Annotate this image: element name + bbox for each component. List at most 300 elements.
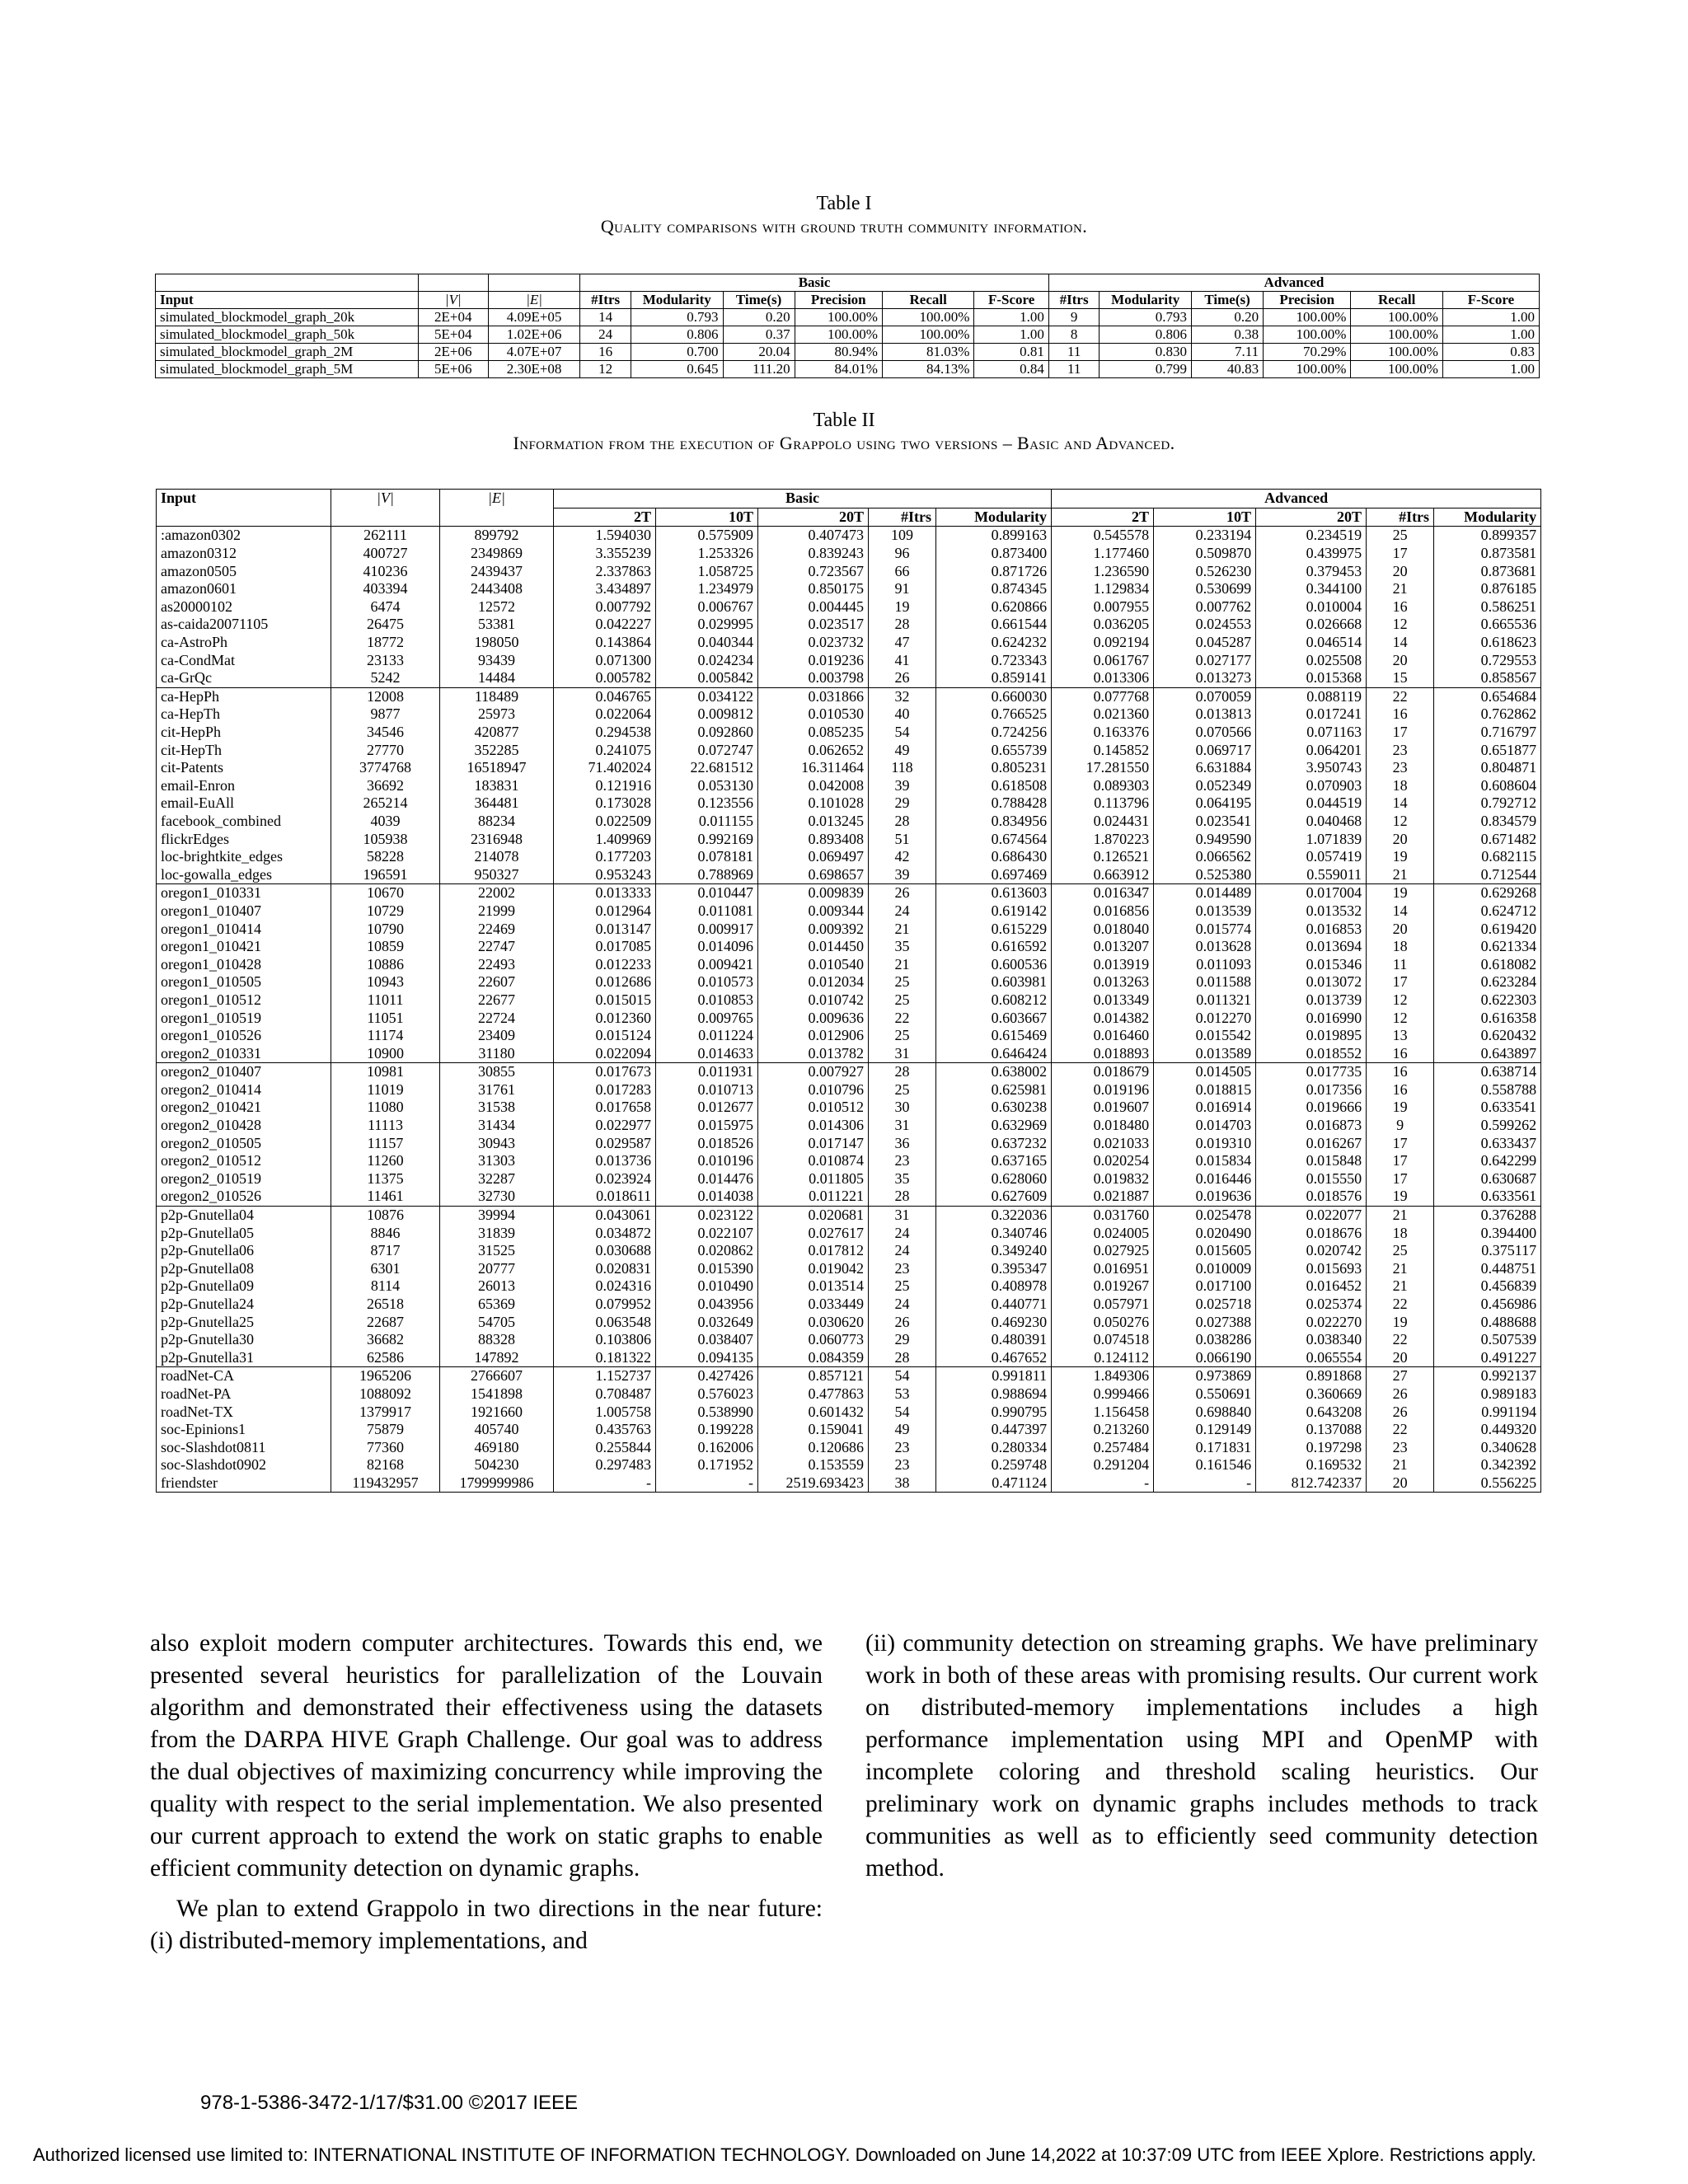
- table2-cell: 0.011155: [656, 813, 758, 831]
- table2-cell: 0.615229: [936, 920, 1052, 938]
- table2-subheader-cell: #Itrs: [869, 508, 936, 527]
- table1-cell: 111.20: [723, 361, 795, 378]
- table2-cell: oregon2_010414: [157, 1081, 331, 1099]
- table2-cell: 0.407473: [758, 527, 869, 545]
- table2-cell: 21: [1367, 580, 1434, 598]
- table-row: [157, 651, 1541, 669]
- table2-cell: 22: [869, 1009, 936, 1027]
- table2-cell: -: [1154, 1474, 1256, 1493]
- table2-cell: 24: [869, 1224, 936, 1242]
- table2-cell: 0.018815: [1154, 1081, 1256, 1099]
- table2-cell: 0.018576: [1256, 1188, 1367, 1206]
- table2-cell: 0.019832: [1052, 1170, 1154, 1188]
- table-row: [157, 1403, 1541, 1421]
- table2-cell: 1965206: [331, 1367, 440, 1385]
- table2-cell: 0.624712: [1434, 902, 1541, 921]
- table2-cell: 0.013539: [1154, 902, 1256, 921]
- table2-cell: 0.792712: [1434, 794, 1541, 813]
- table2-cell: 54: [869, 724, 936, 742]
- table2-cell: 0.029587: [554, 1134, 656, 1152]
- table2-subheader-cell: 10T: [1154, 508, 1256, 527]
- table2-cell: 2.337863: [554, 562, 656, 580]
- table2-cell: 0.871726: [936, 562, 1052, 580]
- table2-cell: 39: [869, 777, 936, 795]
- table2-cell: 21: [1367, 1456, 1434, 1474]
- table2-cell: 0.022270: [1256, 1313, 1367, 1331]
- table2-cell: 0.619142: [936, 902, 1052, 921]
- table2-cell: 0.016452: [1256, 1277, 1367, 1296]
- table2-cell: 53: [869, 1385, 936, 1404]
- table1-cell: 0.20: [723, 309, 795, 326]
- table2-subheader-cell: 2T: [554, 508, 656, 527]
- table2-cell: 0.027177: [1154, 651, 1256, 669]
- table1-cell: 0.830: [1100, 344, 1192, 361]
- table1-caption: [0, 192, 1688, 238]
- table2-cell: 0.723343: [936, 651, 1052, 669]
- table1-cell: 100.00%: [1351, 344, 1443, 361]
- table2-cell: 0.663912: [1052, 865, 1154, 883]
- table2-cell: 16518947: [440, 759, 554, 777]
- table-row: [157, 1081, 1541, 1099]
- table2-cell: 0.074518: [1052, 1331, 1154, 1349]
- table2-cell: 6301: [331, 1260, 440, 1278]
- table2-cell: 41: [869, 651, 936, 669]
- table-row: [157, 1152, 1541, 1170]
- table2-cell: 17: [1367, 1152, 1434, 1170]
- table2-cell: 0.027925: [1052, 1242, 1154, 1260]
- table2-cell: 0.873681: [1434, 562, 1541, 580]
- table2-cell: 0.019607: [1052, 1099, 1154, 1117]
- table1-header-cell: Input: [156, 292, 419, 309]
- table2-cell: 0.043061: [554, 1206, 656, 1224]
- table2-cell: 0.618508: [936, 777, 1052, 795]
- table2-cell: 14: [1367, 634, 1434, 652]
- table2-cell: 75879: [331, 1421, 440, 1439]
- table2-cell: 0.016460: [1052, 1027, 1154, 1045]
- table2-cell: 0.018480: [1052, 1117, 1154, 1135]
- table2-cell: 0.526230: [1154, 562, 1256, 580]
- table2-cell: 8717: [331, 1242, 440, 1260]
- table2-cell: 105938: [331, 830, 440, 848]
- table1-cell: 11: [1048, 344, 1100, 361]
- table2-cell: 0.661544: [936, 616, 1052, 634]
- table2-cell: 0.005842: [656, 669, 758, 687]
- table2-cell: 0.012677: [656, 1099, 758, 1117]
- table2-cell: 20: [1367, 651, 1434, 669]
- table2-cell: 183831: [440, 777, 554, 795]
- table2-cell: 0.891868: [1256, 1367, 1367, 1385]
- table2-cell: 18: [1367, 1224, 1434, 1242]
- table2-cell: 0.010512: [758, 1099, 869, 1117]
- table2-cell: 0.655739: [936, 741, 1052, 759]
- table2-cell: 0.471124: [936, 1474, 1052, 1493]
- table-row: [157, 830, 1541, 848]
- table2-cell: 71.402024: [554, 759, 656, 777]
- table2-cell: 8114: [331, 1277, 440, 1296]
- table2-cell: 0.009344: [758, 902, 869, 921]
- table2-cell: 0.025478: [1154, 1206, 1256, 1224]
- table2-cell: 1.253326: [656, 545, 758, 563]
- table2-cell: 28: [869, 1188, 936, 1206]
- table2-cell: 0.042227: [554, 616, 656, 634]
- table2-cell: 0.601432: [758, 1403, 869, 1421]
- table2-cell: 0.603667: [936, 1009, 1052, 1027]
- table2-cell: 31: [869, 1117, 936, 1135]
- table-row: [157, 813, 1541, 831]
- table1-cell: 20.04: [723, 344, 795, 361]
- table1-group-basic: Basic: [580, 274, 1048, 292]
- table2-cell: 0.804871: [1434, 759, 1541, 777]
- table2-cell: -: [1052, 1474, 1154, 1493]
- table2-cell: oregon2_010526: [157, 1188, 331, 1206]
- table2-cell: 0.069497: [758, 848, 869, 866]
- table2-cell: 0.046514: [1256, 634, 1367, 652]
- table2-cell: 22.681512: [656, 759, 758, 777]
- table2-cell: 147892: [440, 1349, 554, 1367]
- table2-cell: 0.038340: [1256, 1331, 1367, 1349]
- table2-cell: 0.340628: [1434, 1438, 1541, 1456]
- table2-cell: 0.016873: [1256, 1117, 1367, 1135]
- table2-cell: 0.062652: [758, 741, 869, 759]
- table1-cell: 5E+06: [418, 361, 488, 378]
- table2-cell: 0.015605: [1154, 1242, 1256, 1260]
- license-notice: Authorized licensed use limited to: INTERNATIONAL INSTITUTE OF INFORMATION TECHNOLOGY. Downloaded on June 14,2022 at 10:37:09 UTC from IEEE Xplore. Restrictions apply.: [33, 2144, 1536, 2165]
- table2-cell: 0.449320: [1434, 1421, 1541, 1439]
- table2-cell: 0.064195: [1154, 794, 1256, 813]
- table2-cell: 0.044519: [1256, 794, 1367, 813]
- table2-cell: 21999: [440, 902, 554, 921]
- table2-cell: 0.600536: [936, 955, 1052, 973]
- table2-cell: 23: [869, 1260, 936, 1278]
- table2-cell: 0.092194: [1052, 634, 1154, 652]
- table2-cell: 0.085235: [758, 724, 869, 742]
- table2-cell: 0.025508: [1256, 651, 1367, 669]
- table1-cell: 84.01%: [795, 361, 882, 378]
- table2-cell: 0.029995: [656, 616, 758, 634]
- table2-cell: 0.011931: [656, 1063, 758, 1081]
- table-row: [157, 580, 1541, 598]
- table2-cell: 34546: [331, 724, 440, 742]
- table2-cell: loc-gowalla_edges: [157, 865, 331, 883]
- table2-cell: 18: [1367, 938, 1434, 956]
- table1-cell: 0.700: [631, 344, 723, 361]
- table2-cell: 0.163376: [1052, 724, 1154, 742]
- table2-cell: 119432957: [331, 1474, 440, 1493]
- table1-cell: 100.00%: [1264, 309, 1351, 326]
- table2-cell: 0.069717: [1154, 741, 1256, 759]
- table2-cell: 0.013736: [554, 1152, 656, 1170]
- table-row: [157, 1224, 1541, 1242]
- table2-cell: 10900: [331, 1044, 440, 1062]
- table2-cell: 0.643897: [1434, 1044, 1541, 1062]
- table2-cell: 0.013782: [758, 1044, 869, 1062]
- table1-header-cell: Time(s): [723, 292, 795, 309]
- table2-cell: 0.788969: [656, 865, 758, 883]
- table2-cell: 16: [1367, 1081, 1434, 1099]
- table-row: [157, 562, 1541, 580]
- table2-cell: 0.618082: [1434, 955, 1541, 973]
- table2-cell: 20: [1367, 1349, 1434, 1367]
- table2-cell: 31: [869, 1044, 936, 1062]
- table2-cell: 0.633561: [1434, 1188, 1541, 1206]
- table2-cell: 0.014505: [1154, 1063, 1256, 1081]
- table2-cell: oregon1_010428: [157, 955, 331, 973]
- table2-cell: 31761: [440, 1081, 554, 1099]
- table2-cell: 10876: [331, 1206, 440, 1224]
- table2-cell: 0.698657: [758, 865, 869, 883]
- table2-cell: 0.686430: [936, 848, 1052, 866]
- table-row: [157, 1009, 1541, 1027]
- table2-cell: 22677: [440, 991, 554, 1010]
- table2-cell: 0.019236: [758, 651, 869, 669]
- table2-cell: 11113: [331, 1117, 440, 1135]
- table2-cell: oregon1_010505: [157, 973, 331, 991]
- table2-cell: 0.633437: [1434, 1134, 1541, 1152]
- table1-cell: 0.81: [974, 344, 1048, 361]
- table2-cell: 0.197298: [1256, 1438, 1367, 1456]
- table2-cell: 0.022064: [554, 705, 656, 724]
- table2-cell: 22: [1367, 1296, 1434, 1314]
- table2-cell: 0.009392: [758, 920, 869, 938]
- table-row: [157, 527, 1541, 545]
- table2-cell: 0.199228: [656, 1421, 758, 1439]
- table1-cell: 100.00%: [1351, 309, 1443, 326]
- table2-cell: 400727: [331, 545, 440, 563]
- table2-cell: 0.014096: [656, 938, 758, 956]
- table2-subheader-cell: 20T: [758, 508, 869, 527]
- table-row: [157, 865, 1541, 883]
- table2-cell: 0.010447: [656, 884, 758, 902]
- table2-cell: 40: [869, 705, 936, 724]
- table2-cell: 0.006767: [656, 598, 758, 616]
- table2-cell: 0.020831: [554, 1260, 656, 1278]
- table2-cell: 0.019042: [758, 1260, 869, 1278]
- table2-cell: oregon1_010407: [157, 902, 331, 921]
- table2-cell: 10981: [331, 1063, 440, 1081]
- table2-cell: 1799999986: [440, 1474, 554, 1493]
- table2-cell: 0.013207: [1052, 938, 1154, 956]
- table2-cell: oregon1_010331: [157, 884, 331, 902]
- table-row: [157, 955, 1541, 973]
- table2-cell: 0.057971: [1052, 1296, 1154, 1314]
- table2-cell: 0.014703: [1154, 1117, 1256, 1135]
- table2-cell: 3774768: [331, 759, 440, 777]
- table2-cell: 118: [869, 759, 936, 777]
- table2-cell: 0.899163: [936, 527, 1052, 545]
- table2-cell: 11080: [331, 1099, 440, 1117]
- table-row: [157, 1385, 1541, 1404]
- table2-cell: p2p-Gnutella25: [157, 1313, 331, 1331]
- table2-cell: 51: [869, 830, 936, 848]
- table2-cell: 25: [869, 973, 936, 991]
- table2-cell: 0.024005: [1052, 1224, 1154, 1242]
- table-row: [157, 1188, 1541, 1206]
- left-paragraph-2: We plan to extend Grappolo in two directions in the near future: (i) distributed-memory implementations, and: [150, 1896, 823, 1954]
- table2-cell: 23: [869, 1438, 936, 1456]
- table2-cell: 0.034872: [554, 1224, 656, 1242]
- right-paragraph-1: (ii) community detection on streaming graphs. We have preliminary work in both of these areas with promising results. Our current work on distributed-memory implementations includes a high performance implementation using MPI and OpenMP with incomplete coloring and threshold scaling heuristics. Our preliminary work on dynamic graphs includes methods to track communities as well as to efficiently seed community detection method.: [865, 1630, 1538, 1882]
- table2-cell: 0.078181: [656, 848, 758, 866]
- table1-cell: 0.793: [1100, 309, 1192, 326]
- table2-cell: 0.716797: [1434, 724, 1541, 742]
- table2-cell: 28: [869, 813, 936, 831]
- table-row: [157, 741, 1541, 759]
- table2-cell: 0.011321: [1154, 991, 1256, 1010]
- table2-cell: 0.625981: [936, 1081, 1052, 1099]
- table2-cell: 65369: [440, 1296, 554, 1314]
- table2-cell: 0.027617: [758, 1224, 869, 1242]
- table2-cell: 49: [869, 741, 936, 759]
- table1-cell: 4.09E+05: [488, 309, 580, 326]
- table2-cell: 0.618623: [1434, 634, 1541, 652]
- table2-cell: 0.017658: [554, 1099, 656, 1117]
- table2-cell: 26475: [331, 616, 440, 634]
- table-row: [156, 309, 1540, 326]
- table2-cell: 12008: [331, 687, 440, 705]
- table2-cell: 0.015346: [1256, 955, 1367, 973]
- table2-cell: 1.594030: [554, 527, 656, 545]
- table1-cell: 100.00%: [882, 309, 974, 326]
- table2-cell: -: [554, 1474, 656, 1493]
- table2-cell: 0.016347: [1052, 884, 1154, 902]
- table1-header-cell: Precision: [1264, 292, 1351, 309]
- table2-cell: 0.022107: [656, 1224, 758, 1242]
- table2-cell: 0.630687: [1434, 1170, 1541, 1188]
- table1-cell: 100.00%: [1264, 326, 1351, 344]
- table1-cell: 70.29%: [1264, 344, 1351, 361]
- table2-cell: 0.477863: [758, 1385, 869, 1404]
- table2-cell: 42: [869, 848, 936, 866]
- table2-cell: 96: [869, 545, 936, 563]
- table2-cell: 0.642299: [1434, 1152, 1541, 1170]
- table2-cell: 12: [1367, 616, 1434, 634]
- table2-cell: 403394: [331, 580, 440, 598]
- table2-cell: 0.007762: [1154, 598, 1256, 616]
- table2-cell: amazon0601: [157, 580, 331, 598]
- table2-cell: 0.018611: [554, 1188, 656, 1206]
- table2-cell: cit-Patents: [157, 759, 331, 777]
- table2-cell: 0.113796: [1052, 794, 1154, 813]
- table2-cell: 0.162006: [656, 1438, 758, 1456]
- table2-cell: 31180: [440, 1044, 554, 1062]
- table1-header-cell: F-Score: [974, 292, 1048, 309]
- table2-cell: 0.467652: [936, 1349, 1052, 1367]
- table2-cell: 0.020254: [1052, 1152, 1154, 1170]
- table2-cell: 0.007927: [758, 1063, 869, 1081]
- table2-cell: 0.036205: [1052, 616, 1154, 634]
- table2-cell: 24: [869, 1296, 936, 1314]
- right-column: [865, 1628, 1538, 1893]
- table2-cell: 0.651877: [1434, 741, 1541, 759]
- table2-cell: 2443408: [440, 580, 554, 598]
- table2-cell: 0.009421: [656, 955, 758, 973]
- table2-cell: 0.077768: [1052, 687, 1154, 705]
- table2-cell: 0.654684: [1434, 687, 1541, 705]
- table2-cell: 0.011093: [1154, 955, 1256, 973]
- table2-cell: 0.016446: [1154, 1170, 1256, 1188]
- table2-cell: 29: [869, 1331, 936, 1349]
- table1-cell: 40.83: [1192, 361, 1264, 378]
- table2-cell: 0.628060: [936, 1170, 1052, 1188]
- table2-cell: 0.016990: [1256, 1009, 1367, 1027]
- table2-cell: 0.638714: [1434, 1063, 1541, 1081]
- table2-cell: 0.766525: [936, 705, 1052, 724]
- table2-cell: 214078: [440, 848, 554, 866]
- table2-cell: 0.013813: [1154, 705, 1256, 724]
- table2-cell: 0.575909: [656, 527, 758, 545]
- table2-cell: 9: [1367, 1117, 1434, 1135]
- table2-cell: 0.014633: [656, 1044, 758, 1062]
- table1-cell: 14: [580, 309, 631, 326]
- table2-cell: 0.280334: [936, 1438, 1052, 1456]
- table-row: [157, 1349, 1541, 1367]
- table2-cell: 13: [1367, 1027, 1434, 1045]
- table2-cell: 0.034122: [656, 687, 758, 705]
- table2-cell: 10943: [331, 973, 440, 991]
- table2-cell: 0.010540: [758, 955, 869, 973]
- table2-cell: oregon2_010512: [157, 1152, 331, 1170]
- table1-header-cell: #Itrs: [580, 292, 631, 309]
- table-row: [157, 1421, 1541, 1439]
- table2-cell: 0.009812: [656, 705, 758, 724]
- table2-cell: 19: [1367, 1313, 1434, 1331]
- table2-cell: loc-brightkite_edges: [157, 848, 331, 866]
- table2-subheader-cell: 2T: [1052, 508, 1154, 527]
- table1-cell: 0.793: [631, 309, 723, 326]
- table2-cell: 0.395347: [936, 1260, 1052, 1278]
- table2-cell: 0.019895: [1256, 1027, 1367, 1045]
- table2-cell: 0.024316: [554, 1277, 656, 1296]
- table2-cell: 0.857121: [758, 1367, 869, 1385]
- table2-cell: 0.973869: [1154, 1367, 1256, 1385]
- table2-group-row: [157, 490, 1541, 509]
- table2-cell: 0.016914: [1154, 1099, 1256, 1117]
- table2-cell: 0.850175: [758, 580, 869, 598]
- table2-cell: 0.066190: [1154, 1349, 1256, 1367]
- table2-cell: 32: [869, 687, 936, 705]
- table2-cell: 0.072747: [656, 741, 758, 759]
- table2-cell: 24: [869, 902, 936, 921]
- table2-cell: roadNet-PA: [157, 1385, 331, 1404]
- table1-cell: 100.00%: [1264, 361, 1351, 378]
- table2-cell: 0.613603: [936, 884, 1052, 902]
- table1-cell: 8: [1048, 326, 1100, 344]
- table2-cell: -: [656, 1474, 758, 1493]
- table2-cell: 0.360669: [1256, 1385, 1367, 1404]
- table1-cell: simulated_blockmodel_graph_50k: [156, 326, 419, 344]
- table1-cell: 84.13%: [882, 361, 974, 378]
- table1-cell: 0.37: [723, 326, 795, 344]
- table2-cell: 0.009765: [656, 1009, 758, 1027]
- table1-cell: 1.00: [1442, 361, 1539, 378]
- table2-cell: 0.665536: [1434, 616, 1541, 634]
- table2-cell: 0.010573: [656, 973, 758, 991]
- table1-cell: 0.806: [631, 326, 723, 344]
- table2-cell: 0.949590: [1154, 830, 1256, 848]
- table2-cell: 25: [1367, 527, 1434, 545]
- table2-cell: 19: [1367, 1099, 1434, 1117]
- table2-cell: 0.017147: [758, 1134, 869, 1152]
- table2-cell: ca-HepTh: [157, 705, 331, 724]
- table1-group-row: [156, 274, 1540, 292]
- table2-cell: 265214: [331, 794, 440, 813]
- table2-cell: 24: [869, 1242, 936, 1260]
- left-paragraph-1: also exploit modern computer architectures. Towards this end, we presented several heuristics for parallelization of the Louvain algorithm and demonstrated their effectiveness using the datasets from the DARPA HIVE Graph Challenge. Our goal was to address the dual objectives of maximizing concurrency while improving the quality with respect to the serial implementation. We also presented our current approach to extend the work on static graphs to enable efficient community detection on dynamic graphs.: [150, 1630, 823, 1882]
- table2-cell: 0.018679: [1052, 1063, 1154, 1081]
- table2-cell: 0.834579: [1434, 813, 1541, 831]
- table2-cell: 0.488688: [1434, 1313, 1541, 1331]
- table1-header-cell: Precision: [795, 292, 882, 309]
